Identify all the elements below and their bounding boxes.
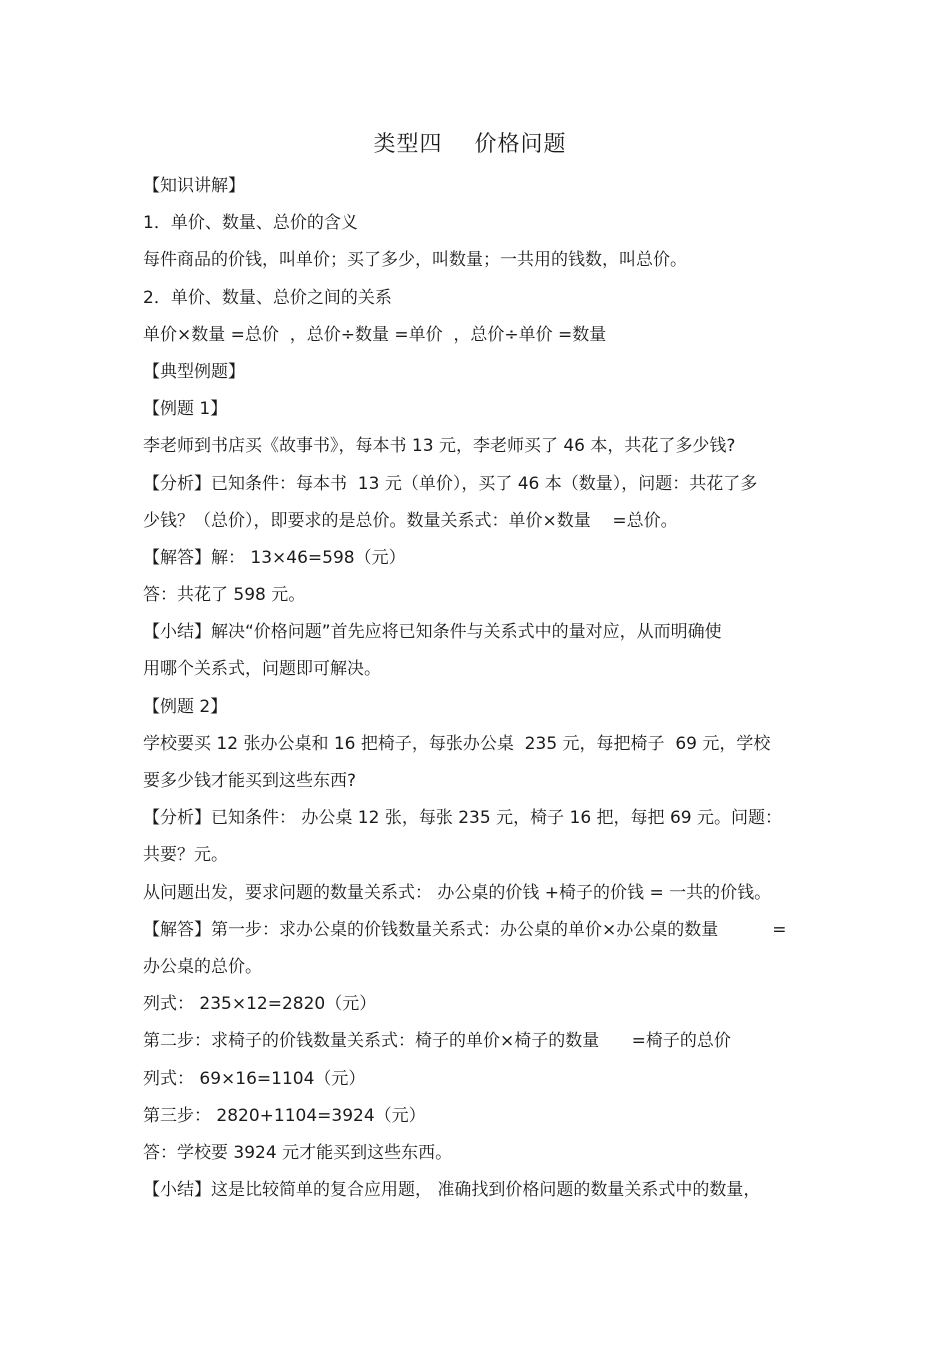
formula-line: 列式： 69×16=1104（元）	[143, 1068, 366, 1089]
formula-line: 第三步： 2820+1104=3924（元）	[143, 1105, 426, 1126]
paragraph-line: 【小结】这是比较简单的复合应用题， 准确找到价格问题的数量关系式中的数量，	[143, 1180, 761, 1201]
document-body	[143, 168, 823, 1209]
paragraph-line: 【解答】第一步：求办公桌的价钱数量关系式：办公桌的单价×办公桌的数量 =	[143, 919, 787, 940]
page-title: 类型四 价格问题	[373, 132, 567, 157]
example-heading: 【例题 1】	[143, 399, 228, 420]
paragraph-line: 学校要买 12 张办公桌和 16 把椅子，每张办公桌 235 元，每把椅子 69 元，学校	[143, 733, 771, 754]
paragraph-line: 每件商品的价钱，叫单价；买了多少，叫数量；一共用的钱数，叫总价。	[143, 250, 687, 271]
paragraph-line: 答：学校要 3924 元才能买到这些东西。	[143, 1142, 453, 1163]
paragraph-line: 【小结】解决“价格问题”首先应将已知条件与关系式中的量对应，从而明确使	[143, 622, 722, 643]
paragraph-line: 李老师到书店买《故事书》，每本书 13 元，李老师买了 46 本，共花了多少钱?	[143, 436, 736, 457]
paragraph-line: 【解答】解： 13×46=598（元）	[143, 547, 406, 568]
paragraph-line: 要多少钱才能买到这些东西?	[143, 771, 357, 791]
paragraph-line: 少钱？（总价），即要求的是总价。数量关系式：单价×数量 =总价。	[143, 510, 678, 531]
paragraph-line: 从问题出发，要求问题的数量关系式： 办公桌的价钱 +椅子的价钱 = 一共的价钱。	[143, 882, 772, 903]
formula-line: 列式： 235×12=2820（元）	[143, 994, 377, 1015]
paragraph-line: 第二步：求椅子的价钱数量关系式：椅子的单价×椅子的数量 =椅子的总价	[143, 1031, 731, 1052]
paragraph-line: 办公桌的总价。	[143, 956, 262, 977]
paragraph-line: 答：共花了 598 元。	[143, 585, 306, 606]
section-heading-knowledge: 【知识讲解】	[143, 176, 245, 196]
paragraph-line: 【分析】已知条件： 办公桌 12 张，每张 235 元，椅子 16 把，每把 69 元。问题：	[143, 808, 782, 829]
example-heading: 【例题 2】	[143, 696, 228, 717]
paragraph-line: 1．单价、数量、总价的含义	[143, 213, 358, 234]
paragraph-line: 用哪个关系式，问题即可解决。	[143, 659, 381, 680]
paragraph-line: 共要？元。	[143, 845, 228, 866]
formula-line: 单价×数量 =总价 ，总价÷数量 =单价 ，总价÷单价 =数量	[143, 324, 607, 345]
paragraph-line: 2．单价、数量、总价之间的关系	[143, 287, 392, 308]
section-heading-examples: 【典型例题】	[143, 361, 245, 382]
paragraph-line: 【分析】已知条件：每本书 13 元（单价），买了 46 本（数量），问题：共花了多	[143, 473, 758, 494]
